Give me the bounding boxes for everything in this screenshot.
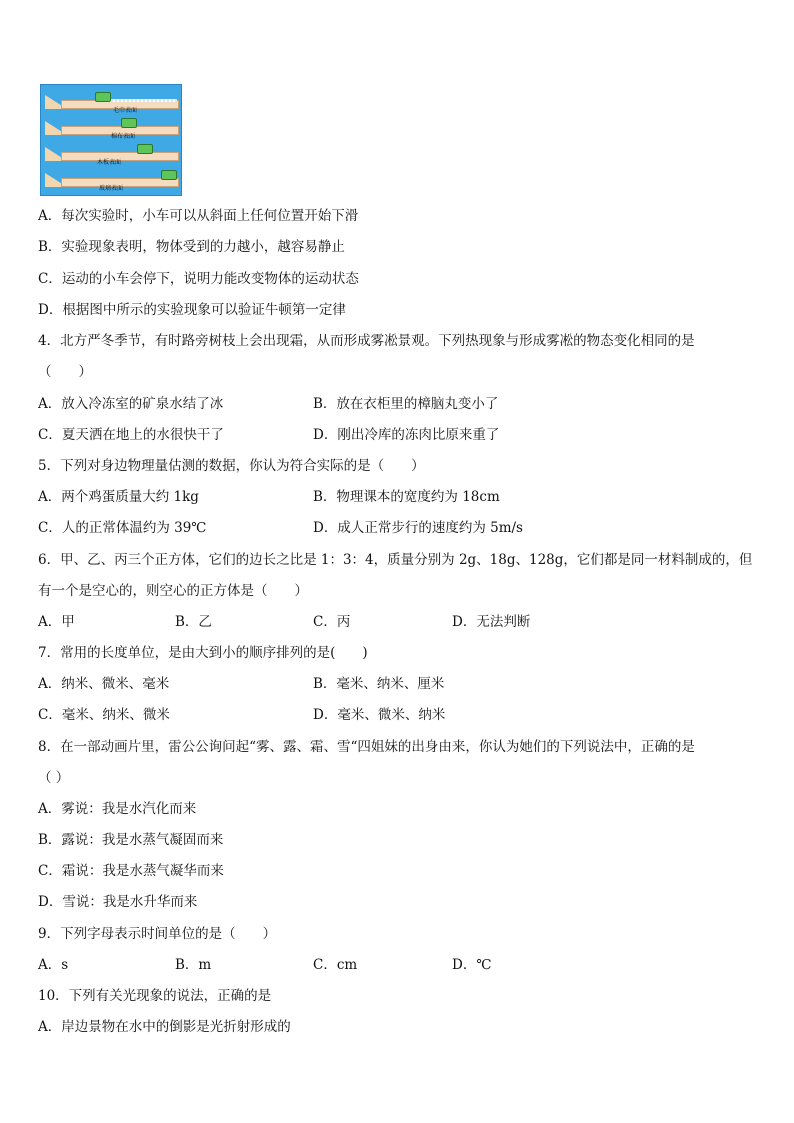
q7-option-b: B．毫米、纳米、厘米	[313, 676, 445, 692]
q8-stem: 8．在一部动画片里，雷公公询问起“雾、露、霜、雪“四姐妹的出身由来，你认为她们的下列说法中，正确的是	[38, 739, 695, 755]
q7-option-d: D．毫米、微米、纳米	[313, 707, 446, 723]
q3-option-a: A．每次实验时，小车可以从斜面上任何位置开始下滑	[38, 208, 359, 224]
q4-option-b: B．放在衣柜里的樟脑丸变小了	[313, 396, 499, 412]
q3-option-d: D．根据图中所示的实验现象可以验证牛顿第一定律	[38, 302, 346, 318]
q9-option-d: D．℃	[452, 957, 492, 973]
surface-row-cotton	[41, 113, 181, 140]
q6-option-b: B．乙	[175, 614, 212, 630]
q8-option-a: A．雾说：我是水汽化而来	[38, 801, 197, 817]
q9-stem: 9．下列字母表示时间单位的是（ ）	[38, 926, 277, 942]
q5-option-a: A．两个鸡蛋质量大约 1kg	[38, 489, 199, 505]
surface-row-glass	[41, 165, 181, 192]
q7-option-c: C．毫米、纳米、微米	[38, 707, 170, 723]
q3-option-c: C．运动的小车会停下，说明力能改变物体的运动状态	[38, 271, 359, 287]
q8-option-d: D．雪说：我是水升华而来	[38, 894, 198, 910]
q4-option-c: C．夏天洒在地上的水很快干了	[38, 427, 224, 443]
q4-option-a: A．放入冷冻室的矿泉水结了冰	[38, 396, 224, 412]
surface-label: 木板表面	[97, 159, 122, 166]
q9-option-a: A．s	[38, 957, 69, 973]
q7-option-a: A．纳米、微米、毫米	[38, 676, 170, 692]
q6-stem-cont: 有一个是空心的，则空心的正方体是（ ）	[38, 583, 308, 599]
q4-option-d: D．刚出冷库的冻肉比原来重了	[313, 427, 500, 443]
q4-stem: 4．北方严冬季节，有时路旁树枝上会出现霜，从而形成雾凇景观。下列热现象与形成雾凇的物态变化相同的是	[38, 333, 695, 349]
q5-option-c: C．人的正常体温约为 39℃	[38, 520, 207, 536]
surface-label: 毛巾表面	[113, 107, 138, 114]
cart-icon	[137, 144, 153, 154]
q3-option-b: B．实验现象表明，物体受到的力越小，越容易静止	[38, 239, 345, 255]
q5-option-d: D．成人正常步行的速度约为 5m/s	[313, 520, 523, 536]
q8-option-c: C．霜说：我是水蒸气凝华而来	[38, 863, 224, 879]
surface-row-towel	[41, 87, 181, 114]
surface-row-wood	[41, 139, 181, 166]
q4-stem-cont: （ ）	[38, 364, 92, 380]
cart-icon	[161, 170, 177, 180]
q9-option-b: B．m	[175, 957, 212, 973]
towel-texture	[101, 99, 177, 102]
surface-label: 玻璃表面	[99, 185, 124, 192]
q10-option-a: A．岸边景物在水中的倒影是光折射形成的	[38, 1019, 291, 1035]
q8-stem-cont: （ ）	[38, 770, 70, 786]
q6-option-a: A．甲	[38, 614, 75, 630]
experiment-figure	[40, 84, 182, 196]
q7-stem: 7．常用的长度单位，是由大到小的顺序排列的是( )	[38, 645, 368, 661]
q6-option-c: C．丙	[313, 614, 351, 630]
q5-stem: 5．下列对身边物理量估测的数据，你认为符合实际的是（ ）	[38, 458, 425, 474]
q6-stem: 6．甲、乙、丙三个正方体，它们的边长之比是 1：3：4，质量分别为 2g、18g、128g，它们都是同一材料制成的，但	[38, 552, 753, 568]
surface-label: 棉布表面	[111, 133, 136, 140]
q10-stem: 10．下列有关光现象的说法，正确的是	[38, 988, 272, 1004]
cart-icon	[95, 92, 111, 102]
q8-option-b: B．露说：我是水蒸气凝固而来	[38, 832, 224, 848]
q5-option-b: B．物理课本的宽度约为 18cm	[313, 489, 500, 505]
q9-option-c: C．cm	[313, 957, 358, 973]
q6-option-d: D．无法判断	[452, 614, 531, 630]
cart-icon	[121, 118, 137, 128]
